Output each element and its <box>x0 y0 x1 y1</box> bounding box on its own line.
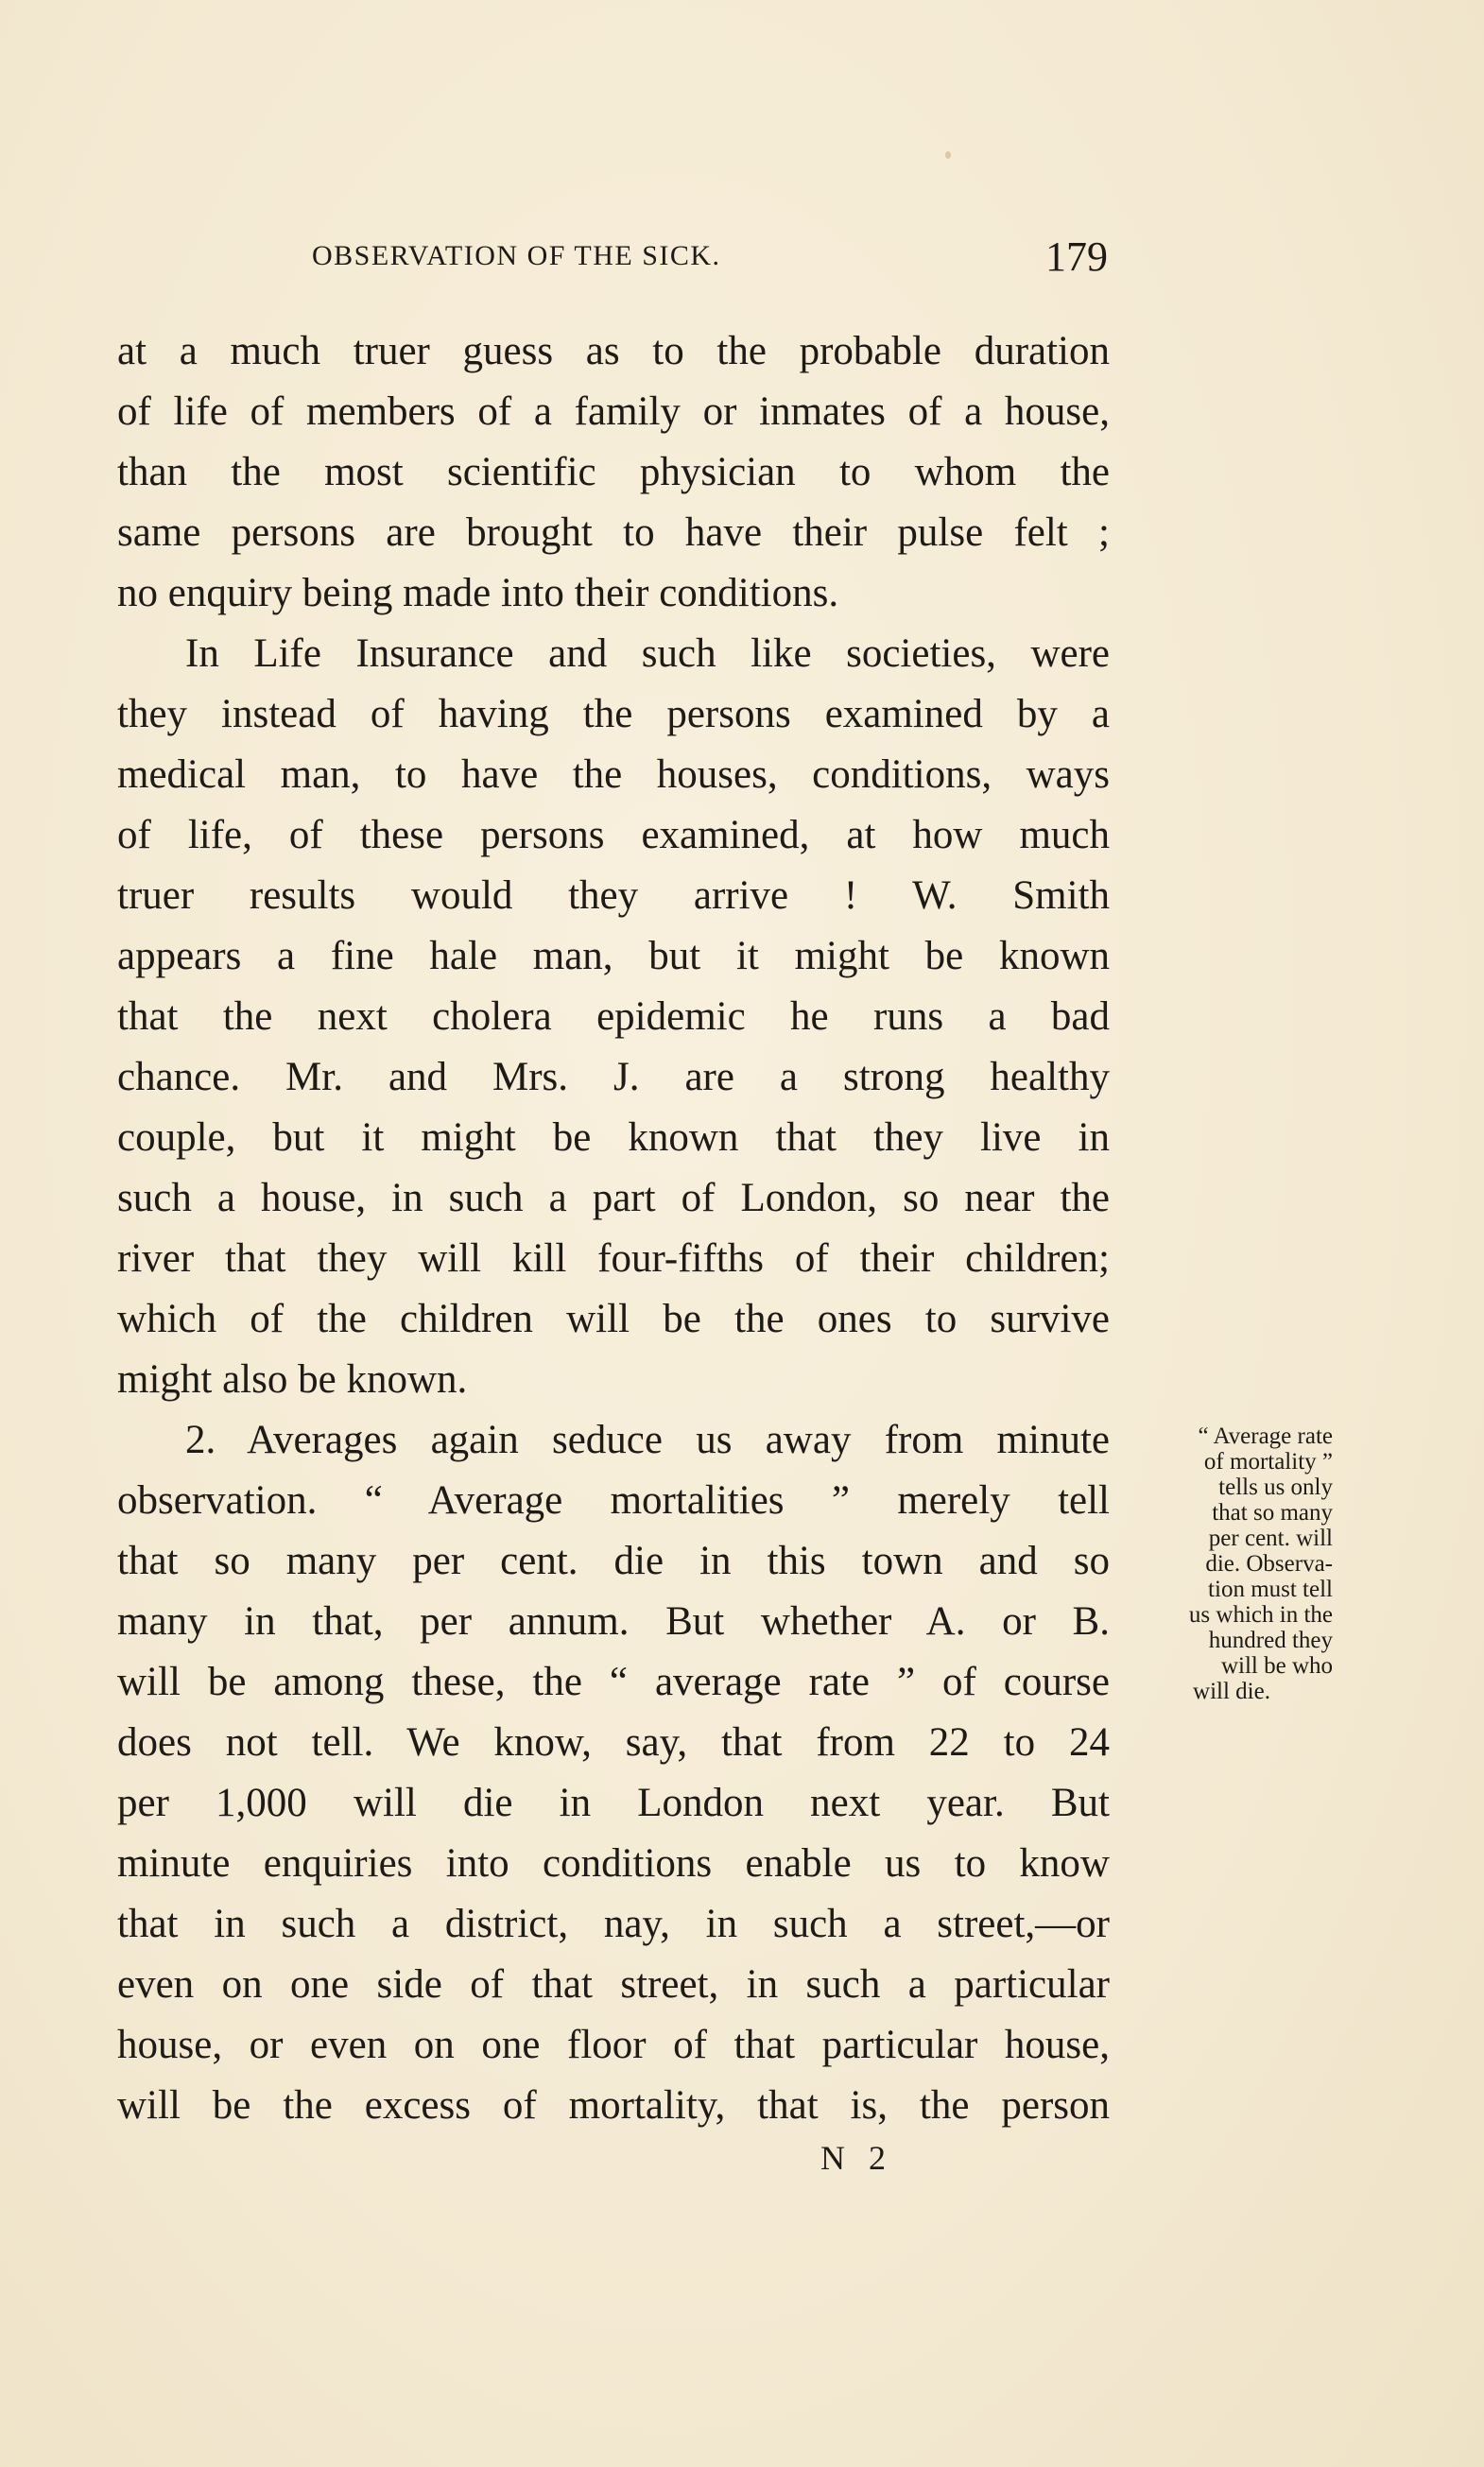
text-line: appears a fine hale man, but it might be known <box>117 934 1110 978</box>
text-line: In Life Insurance and such like societies, were <box>185 631 1110 676</box>
text-line: minute enquiries into conditions enable us to know <box>117 1841 1110 1886</box>
text-line: house, or even on one floor of that particular house, <box>117 2023 1110 2067</box>
margin-note <box>1130 1423 1333 1704</box>
text-line: no enquiry being made into their conditions. <box>117 571 839 615</box>
margin-note-line: that so many <box>1212 1500 1333 1526</box>
text-line: which of the children will be the ones to survive <box>117 1297 1110 1341</box>
text-line: they instead of having the persons examined by a <box>117 692 1110 736</box>
text-line: that the next cholera epidemic he runs a bad <box>117 994 1110 1039</box>
page-number: 179 <box>1045 233 1108 280</box>
signature-mark: N 2 <box>820 2139 893 2177</box>
margin-note-line: per cent. will <box>1208 1526 1333 1551</box>
text-line: does not tell. We know, say, that from 22 to 24 <box>117 1720 1110 1765</box>
margin-note-line: will die. <box>1193 1679 1270 1704</box>
margin-note-line: tion must tell <box>1208 1577 1333 1602</box>
paper-speck <box>945 151 951 159</box>
text-line: might also be known. <box>117 1357 468 1402</box>
text-line: even on one side of that street, in such a particular <box>117 1962 1110 2007</box>
text-line: than the most scientific physician to whom the <box>117 450 1110 494</box>
text-line: of life, of these persons examined, at how much <box>117 813 1110 857</box>
text-line: couple, but it might be known that they live in <box>117 1115 1110 1160</box>
text-line: observation. “ Average mortalities ” merely tell <box>117 1478 1110 1523</box>
margin-note-line: us which in the <box>1188 1602 1333 1628</box>
text-line: medical man, to have the houses, conditions, ways <box>117 752 1110 797</box>
text-line: many in that, per annum. But whether A. or B. <box>117 1599 1110 1644</box>
text-line: such a house, in such a part of London, so near the <box>117 1176 1110 1220</box>
margin-note-line: will be who <box>1220 1653 1333 1679</box>
text-line: that in such a district, nay, in such a street,—or <box>117 1902 1110 1946</box>
running-head: OBSERVATION OF THE SICK. <box>312 240 721 271</box>
margin-note-line: hundred they <box>1208 1628 1333 1653</box>
text-line: 2. Averages again seduce us away from minute <box>185 1418 1110 1462</box>
text-line: truer results would they arrive ! W. Smith <box>117 873 1110 918</box>
text-line: same persons are brought to have their pulse felt ; <box>117 510 1110 555</box>
body-text <box>117 321 1110 2136</box>
text-line: will be among these, the “ average rate ” of course <box>117 1660 1110 1704</box>
text-line: chance. Mr. and Mrs. J. are a strong healthy <box>117 1055 1110 1099</box>
margin-note-line: of mortality ” <box>1203 1449 1333 1475</box>
margin-note-line: “ Average rate <box>1198 1423 1333 1449</box>
margin-note-line: tells us only <box>1218 1475 1333 1500</box>
text-line: of life of members of a family or inmates of a house, <box>117 389 1110 434</box>
text-line: at a much truer guess as to the probable duration <box>117 329 1110 373</box>
text-line: per 1,000 will die in London next year. But <box>117 1781 1110 1825</box>
text-line: river that they will kill four-fifths of their children; <box>117 1236 1110 1281</box>
text-line: will be the excess of mortality, that is, the person <box>117 2083 1110 2128</box>
page-header <box>312 233 1108 285</box>
margin-note-line: die. Observa- <box>1205 1551 1333 1577</box>
text-line: that so many per cent. die in this town and so <box>117 1539 1110 1583</box>
